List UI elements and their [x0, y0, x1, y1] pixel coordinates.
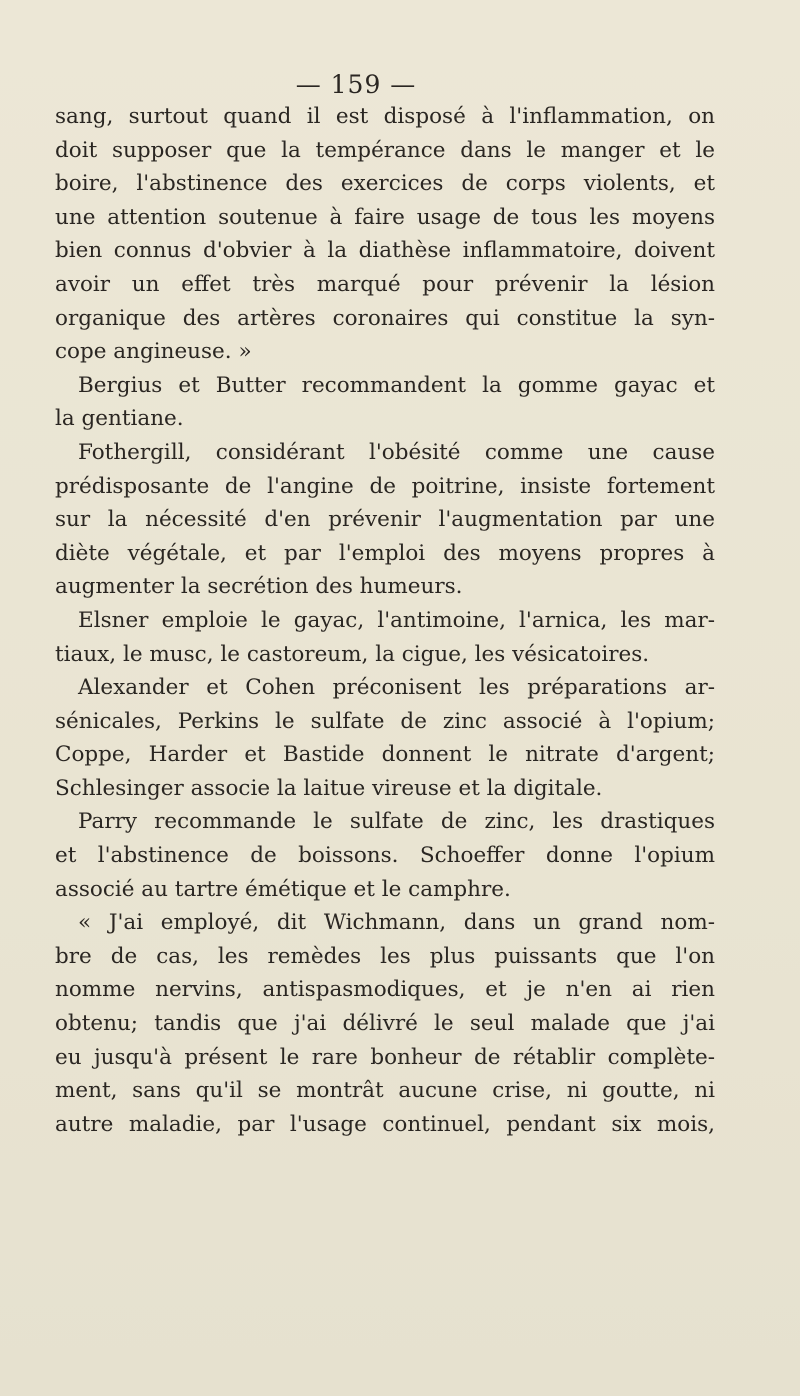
text-line: avoir un effet très marqué pour prévenir la lésion [55, 271, 715, 297]
text-line: prédisposante de l'angine de poitrine, insiste fortement [55, 473, 715, 499]
text-line: Fothergill, considérant l'obésité comme une cause [78, 439, 715, 465]
text-line: bien connus d'obvier à la diathèse inflammatoire, doivent [55, 238, 715, 264]
text-line: tiaux, le musc, le castoreum, la cigue, les vésicatoires. [55, 641, 650, 667]
text-line: Schlesinger associe la laitue vireuse et la digitale. [55, 775, 603, 801]
text-line: sénicales, Perkins le sulfate de zinc associé à l'opium; [55, 708, 715, 734]
text-line: boire, l'abstinence des exercices de corps violents, et [55, 171, 715, 197]
text-line: eu jusqu'à présent le rare bonheur de rétablir complète- [55, 1044, 715, 1070]
text-line: augmenter la secrétion des humeurs. [55, 574, 463, 600]
text-line: autre maladie, par l'usage continuel, pendant six mois, [55, 1111, 715, 1137]
text-line: cope angineuse. » [55, 339, 252, 365]
text-line: sur la nécessité d'en prévenir l'augmentation par une [55, 507, 715, 533]
text-line: nomme nervins, antispasmodiques, et je n'en ai rien [55, 977, 715, 1003]
text-line: obtenu; tandis que j'ai délivré le seul malade que j'ai [55, 1011, 715, 1037]
text-line: bre de cas, les remèdes les plus puissants que l'on [55, 943, 715, 969]
text-line: et l'abstinence de boissons. Schoeffer donne l'opium [55, 843, 715, 869]
text-line: organique des artères coronaires qui constitue la syn- [55, 305, 715, 331]
text-line: la gentiane. [55, 406, 184, 432]
text-line: « J'ai employé, dit Wichmann, dans un grand nom- [78, 910, 715, 936]
text-line: associé au tartre émétique et le camphre. [55, 876, 511, 902]
text-line: Alexander et Cohen préconisent les préparations ar- [78, 675, 715, 701]
text-line: diète végétale, et par l'emploi des moyens propres à [55, 540, 715, 566]
text-line: sang, surtout quand il est disposé à l'inflammation, on [55, 104, 715, 129]
text-line: doit supposer que la tempérance dans le manger et le [55, 137, 715, 163]
text-line: Coppe, Harder et Bastide donnent le nitrate d'argent; [55, 742, 715, 768]
text-line: Parry recommande le sulfate de zinc, les drastiques [78, 809, 715, 835]
text-line: Bergius et Butter recommandent la gomme gayac et [78, 372, 715, 398]
text-line: ment, sans qu'il se montrât aucune crise, ni goutte, ni [55, 1078, 715, 1104]
text-line: une attention soutenue à faire usage de tous les moyens [55, 204, 715, 230]
body-text [55, 100, 715, 1141]
text-line: Elsner emploie le gayac, l'antimoine, l'arnica, les mar- [78, 607, 715, 633]
page-number: — 159 — [295, 70, 417, 99]
